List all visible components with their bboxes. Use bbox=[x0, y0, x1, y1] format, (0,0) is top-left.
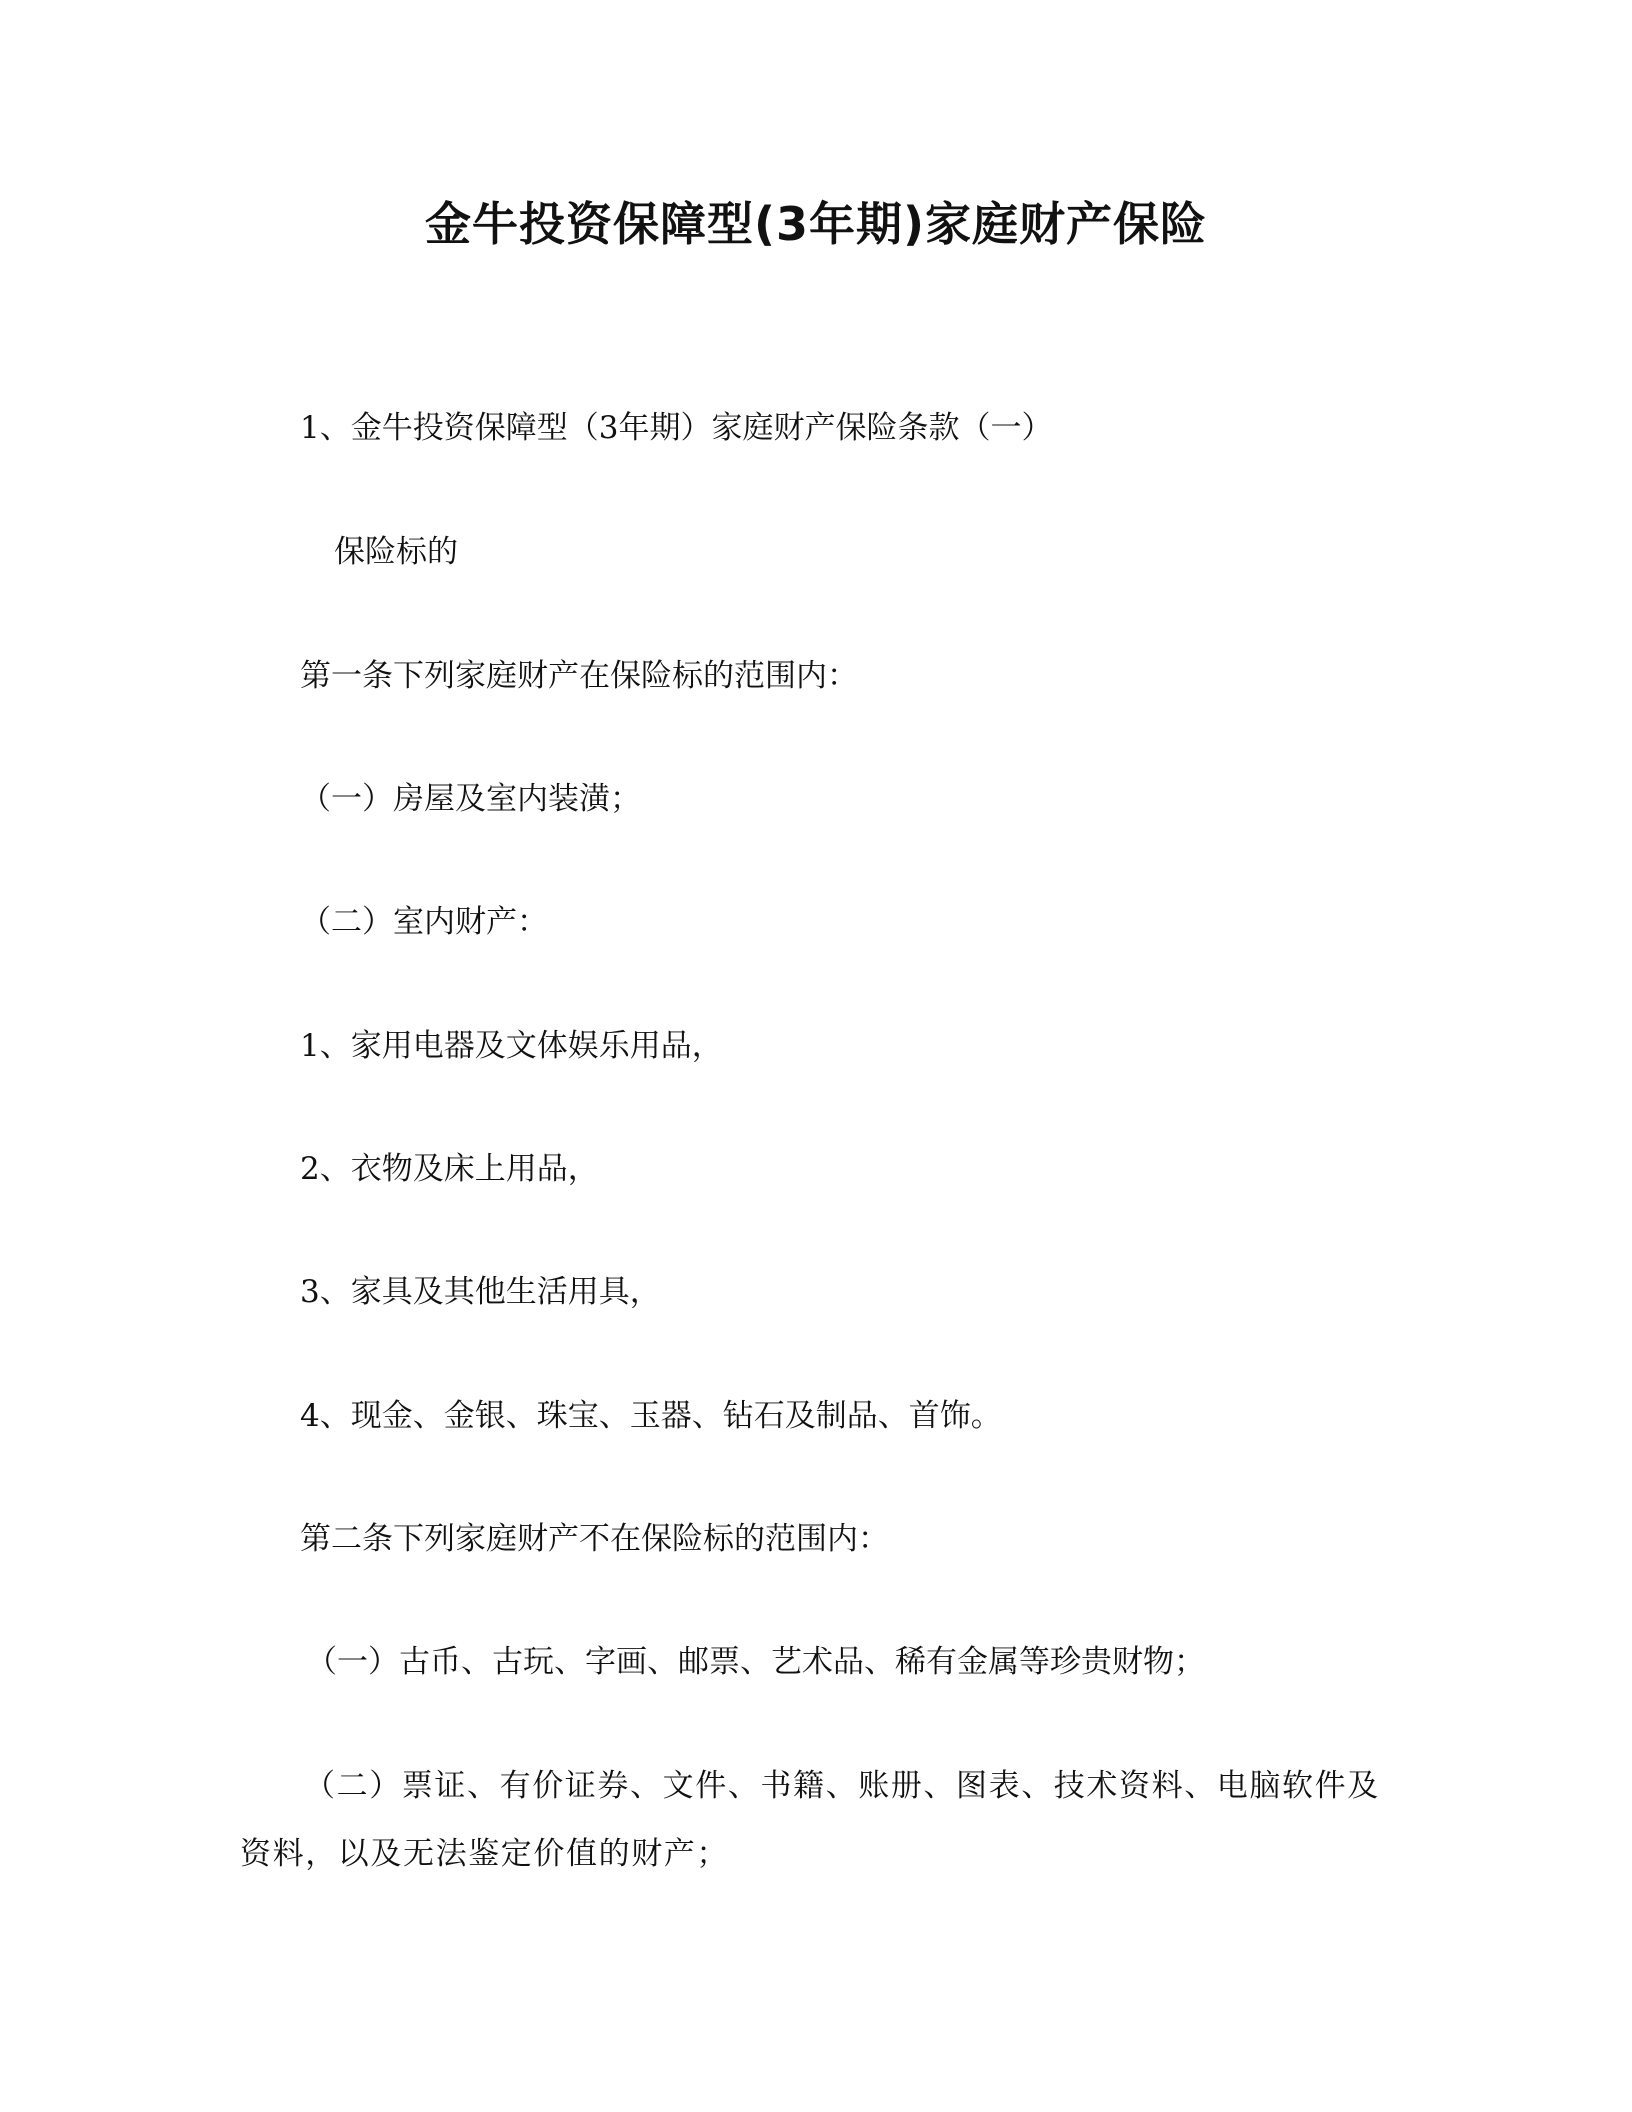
section-heading: 保险标的 bbox=[334, 534, 458, 570]
article-two-item-2: （二）票证、有价证券、文件、书籍、账册、图表、技术资料、电脑软件及资料，以及无法鉴定价值的财产； bbox=[240, 1768, 1380, 1872]
article-one: 第一条下列家庭财产在保险标的范围内： bbox=[300, 658, 858, 694]
article-two-item-1: （一）古币、古玩、字画、邮票、艺术品、稀有金属等珍贵财物； bbox=[306, 1644, 1205, 1680]
article-two: 第二条下列家庭财产不在保险标的范围内： bbox=[300, 1521, 889, 1557]
article-one-item-1: （一）房屋及室内装潢； bbox=[300, 781, 641, 817]
sub-item-2: 2、衣物及床上用品， bbox=[300, 1151, 599, 1187]
sub-item-3: 3、家具及其他生活用具， bbox=[300, 1274, 661, 1310]
document-title: 金牛投资保障型(3年期)家庭财产保险 bbox=[424, 197, 1208, 251]
sub-item-4: 4、现金、金银、珠宝、玉器、钻石及制品、首饰。 bbox=[300, 1398, 1002, 1434]
sub-item-1: 1、家用电器及文体娱乐用品， bbox=[300, 1028, 723, 1064]
clause-heading: 1、金牛投资保障型（3年期）家庭财产保险条款（一） bbox=[300, 410, 1053, 446]
article-one-item-2: （二）室内财产： bbox=[300, 904, 548, 940]
